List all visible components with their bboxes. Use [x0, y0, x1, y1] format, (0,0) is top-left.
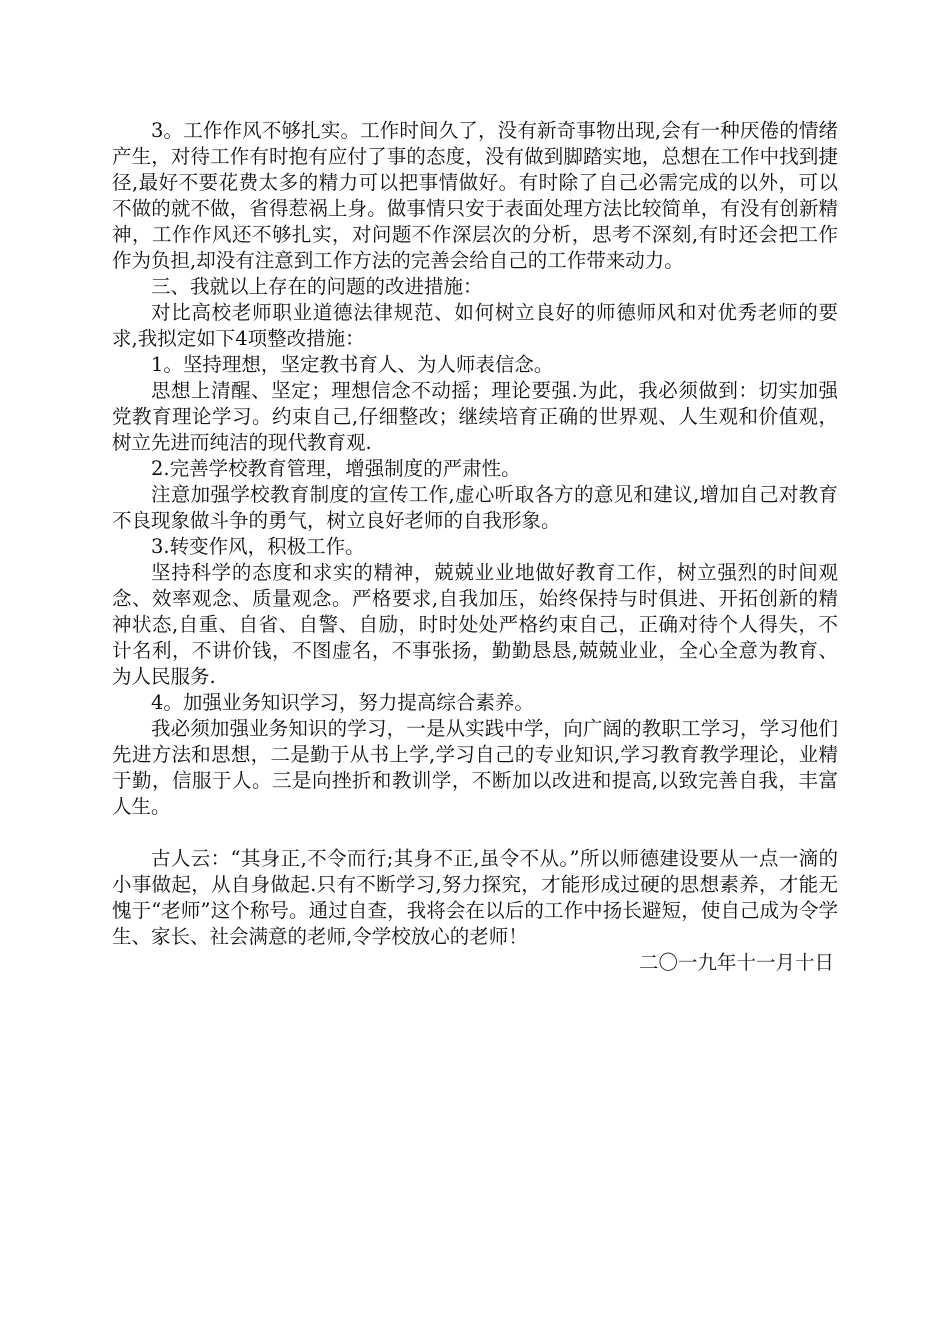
measure-heading-4: 4。加强业务知识学习，努力提高综合素养。 — [151, 691, 534, 714]
document-page — [112, 118, 838, 976]
document-date: 二〇一九年十一月十日 — [638, 951, 834, 974]
measure-heading-2: 2.完善学校教育管理，增强制度的严肃性。 — [151, 457, 521, 480]
paragraph-measure-1: 思想上清醒、坚定；理想信念不动摇；理论要强.为此，我必须做到：切实加强党教育理论学习。约束自己,仔细整改；继续培育正确的世界观、人生观和价值观，树立先进而纯洁的现代教育观. — [112, 379, 838, 454]
paragraph-measure-2: 注意加强学校教育制度的宣传工作,虚心听取各方的意见和建议,增加自己对教育不良现象做斗争的勇气，树立良好老师的自我形象。 — [112, 483, 838, 532]
paragraph-measure-3: 坚持科学的态度和求实的精神，兢兢业业地做好教育工作，树立强烈的时间观念、效率观念、质量观念。严格要求,自我加压，始终保持与时俱进、开拓创新的精神状态,自重、自省、自警、自励，时时处处严格约束自己，正确对待个人得失，不计名利，不讲价钱，不图虚名，不事张扬，勤勤恳恳,兢兢业业，全心全意为教育、为人民服务. — [112, 561, 838, 688]
paragraph-closing: 古人云：“其身正,不令而行;其身不正,虽令不从。”所以师德建设要从一点一滴的小事做起，从自身做起.只有不断学习,努力探究，才能形成过硬的思想素养，才能无愧于“老师”这个称号。通过自查，我将会在以后的工作中扬长避短，使自己成为令学生、家长、社会满意的老师,令学校放心的老师！ — [112, 847, 838, 948]
measure-heading-1: 1。坚持理想，坚定教书育人、为人师表信念。 — [151, 353, 554, 376]
paragraph-work-style: 3。工作作风不够扎实。工作时间久了，没有新奇事物出现,会有一种厌倦的情绪产生，对待工作有时抱有应付了事的态度，没有做到脚踏实地，总想在工作中找到捷径,最好不要花费太多的精力可以把事情做好。有时除了自己必需完成的以外，可以不做的就不做，省得惹祸上身。做事情只安于表面处理方法比较简单，有没有创新精神，工作作风还不够扎实，对问题不作深层次的分析，思考不深刻,有时还会把工作作为负担,却没有注意到工作方法的完善会给自己的工作带来动力。 — [112, 119, 838, 272]
measure-heading-3: 3.转变作风，积极工作。 — [151, 535, 365, 558]
paragraph-spacer — [112, 820, 838, 846]
paragraph-intro-measures: 对比高校老师职业道德法律规范、如何树立良好的师德师风和对优秀老师的要求,我拟定如下4项整改措施： — [112, 301, 838, 350]
paragraph-measure-4: 我必须加强业务知识的学习，一是从实践中学，向广阔的教职工学习，学习他们先进方法和思想，二是勤于从书上学,学习自己的专业知识,学习教育教学理论，业精于勤，信服于人。三是向挫折和教训学，不断加以改进和提高,以致完善自我，丰富人生。 — [112, 717, 838, 818]
section-heading-improvements: 三、我就以上存在的问题的改进措施： — [151, 275, 483, 298]
